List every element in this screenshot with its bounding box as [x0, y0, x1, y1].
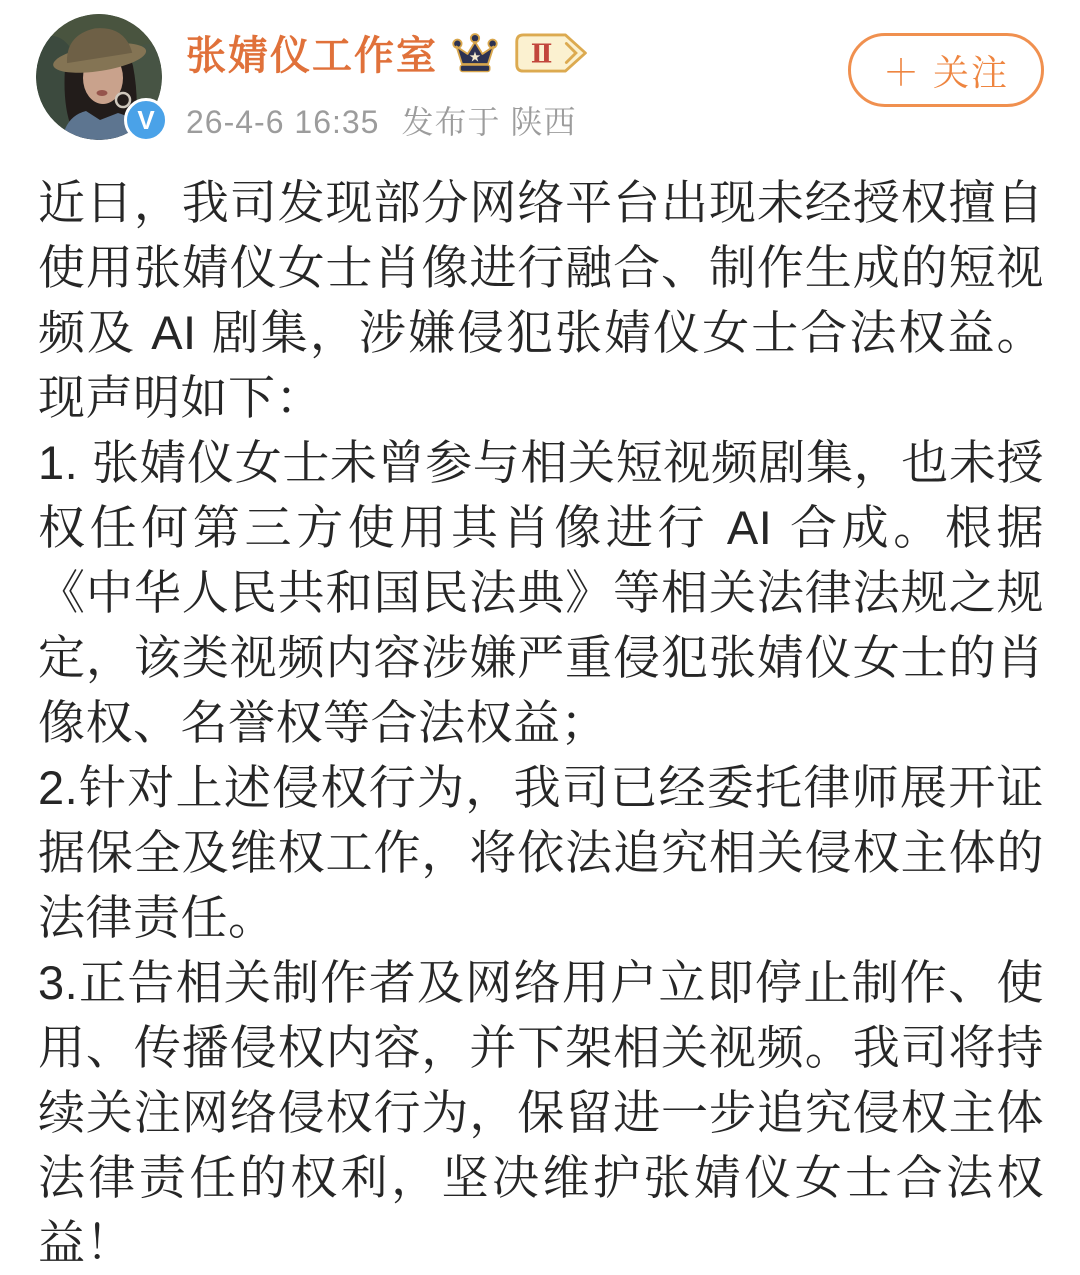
paragraph-item-3: 3.正告相关制作者及网络用户立即停止制作、使用、传播侵权内容，并下架相关视频。我司将持续关注网络侵权行为，保留进一步追究侵权主体法律责任的权利，坚决维护张婧仪女士合法权益！ [38, 956, 1044, 1269]
vip-level-text: Ⅱ [530, 39, 553, 69]
location: 陕西 [510, 104, 577, 140]
paragraph-item-2: 2.针对上述侵权行为，我司已经委托律师展开证据保全及维权工作，将依法追究相关侵权主体的法律责任。 [38, 761, 1044, 944]
follow-button[interactable]: ＋ 关注 [848, 33, 1044, 107]
post-content [0, 156, 1080, 1275]
verified-v-icon: V [124, 98, 168, 142]
source-label: 发布于 [401, 104, 501, 140]
vip-level-badge[interactable] [512, 31, 594, 75]
paragraph-intro: 近日，我司发现部分网络平台出现未经授权擅自使用张婧仪女士肖像进行融合、制作生成的短视频及 AI 剧集，涉嫌侵犯张婧仪女士合法权益。现声明如下： [38, 176, 1044, 424]
crown-icon [450, 31, 500, 75]
timestamp: 26-4-6 16:35 [186, 104, 380, 140]
username-link[interactable]: 张婧仪工作室 [186, 34, 438, 78]
post-header [0, 0, 1080, 156]
svg-text:★: ★ [468, 47, 482, 64]
paragraph-item-1: 1. 张婧仪女士未曾参与相关短视频剧集，也未授权任何第三方使用其肖像进行 AI 合成。根据《中华人民共和国民法典》等相关法律法规之规定，该类视频内容涉嫌严重侵犯张婧仪女士的肖像权、名誉权等合法权益； [38, 436, 1044, 749]
avatar[interactable] [36, 14, 162, 140]
